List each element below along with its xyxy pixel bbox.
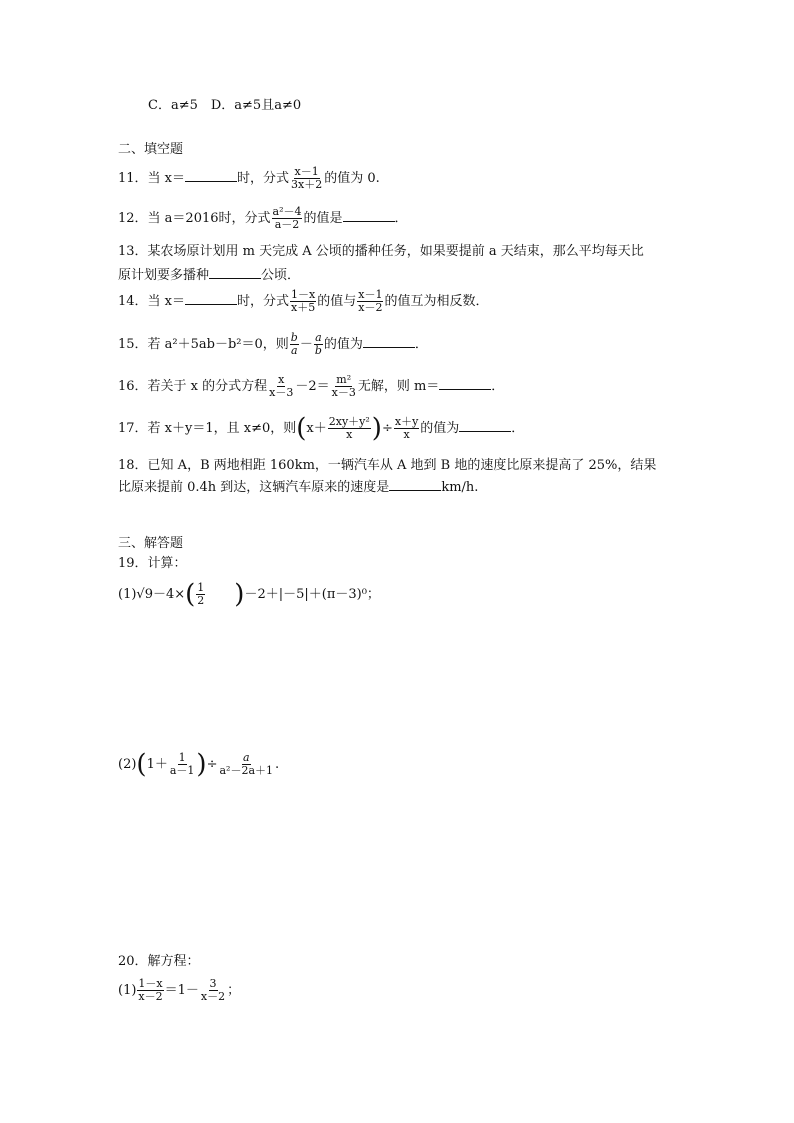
q19-p1-text: (1)√9－4× [118,587,186,602]
q12-blank [343,209,395,222]
question-13-line-1: 13．某农场原计划用 m 天完成 A 公顷的播种任务，如果要提前 a 天结束，那么平均每天比 [118,244,644,259]
q14-fraction-1 [290,289,316,314]
q17-text: 17．若 x＋y＝1，且 x≠0，则 [118,421,297,436]
q20-p1-numerator-1: 1－x [138,977,163,990]
q20-p1-text-2: ＝1－ [164,983,199,998]
q19-p2-left-paren: ( [136,749,147,780]
q11-text: 11．当 x＝ [118,171,186,186]
q16-text-3: 无解，则 m＝ [357,379,440,394]
question-20-title: 20．解方程： [118,954,200,969]
question-19-title: 19．计算： [118,556,187,571]
section-fill-in-title: 二、填空题 [118,142,184,157]
options-line: C．a≠5 D．a≠5且a≠0 [148,98,302,113]
q19-p2-denominator-1: a－1 [169,764,195,777]
q12-text: 12．当 a＝2016时，分式 [118,211,271,226]
q19-p2-numerator-2: a [242,751,250,764]
q11-denominator: 3x＋2 [291,178,323,191]
question-16 [118,372,504,402]
question-17 [118,414,524,444]
q19-p1-text-2: －2＋|－5|＋(π－3)⁰； [244,587,380,602]
q15-fraction-1 [290,332,299,357]
q15-text-3: ． [414,337,428,352]
q17-text-2: 的值为 [420,421,460,436]
q11-text-3: 的值为 0. [324,171,380,186]
q13-text-2: 公顷． [261,268,301,283]
q12-denominator: a－2 [274,218,300,231]
q17-fraction-1 [328,416,371,441]
q13-blank [209,266,261,279]
q16-denominator-2: x－3 [331,386,356,399]
q11-numerator: x－1 [294,165,319,178]
q19-p2-denominator-2: a²－2a＋1 [219,764,274,777]
q15-text-2: 的值为 [323,337,363,352]
q17-fraction-2 [394,416,419,441]
q14-denominator-1: x＋5 [291,301,316,314]
q16-numerator-1: x [278,373,285,386]
q11-fraction [290,166,323,191]
q17-divide: ÷ [381,421,393,436]
section-solve-title: 三、解答题 [118,536,184,551]
q11-blank [185,169,237,182]
q18-text: 比原来提前 0.4h 到达，这辆汽车原来的速度是 [118,480,390,495]
q17-left-paren: ( [296,413,307,444]
q16-blank [439,377,491,390]
question-14 [118,288,488,316]
q17-denominator-2: x [403,428,410,441]
q15-fraction-2 [314,332,323,357]
question-19-part-2 [118,750,279,780]
q16-fraction-2 [331,374,357,399]
q15-denominator-1: a [291,344,298,357]
q20-p1-end: ； [227,983,241,998]
q19-p2-end: . [275,757,280,772]
q19-p2-fraction-2 [218,752,274,777]
q16-text-2: －2＝ [295,379,330,394]
q19-p2-one-plus: 1＋ [146,757,168,772]
q17-denominator-1: x [346,428,353,441]
q20-p1-numerator-2: 3 [209,977,217,990]
q17-text-3: ． [511,421,525,436]
q15-minus: － [299,337,313,352]
q19-p2-right-paren: ) [196,749,207,780]
q17-right-paren: ) [371,413,382,444]
q19-p1-left-paren: ( [185,579,196,610]
q12-text-3: ． [394,211,408,226]
q15-text: 15．若 a²＋5ab－b²＝0，则 [118,337,289,352]
q12-text-2: 的值是 [303,211,343,226]
q17-x-plus: x＋ [306,421,327,436]
q15-numerator-2: a [315,331,322,344]
q20-p1-text: (1) [118,983,137,998]
q20-p1-denominator-1: x－2 [138,990,163,1003]
q14-text-4: 的值互为相反数． [384,294,489,309]
q15-denominator-2: b [314,344,322,357]
q19-p2-text: (2) [118,757,137,772]
question-13-line-2 [118,266,300,284]
q16-text: 16．若关于 x 的分式方程 [118,379,268,394]
question-11 [118,166,380,192]
q17-numerator-2: x＋y [394,415,419,428]
q16-denominator-1: x－3 [269,386,294,399]
q12-numerator: a²－4 [272,205,302,218]
q14-numerator-1: 1－x [291,288,316,301]
q19-p1-denominator: 2 [197,594,205,607]
q14-fraction-2 [357,289,383,314]
q14-text-3: 的值与 [317,294,357,309]
q14-blank [185,292,237,305]
q20-p1-denominator-2: x－2 [200,990,226,1003]
question-20-part-1 [118,976,240,1006]
question-18-line-2 [118,478,478,496]
q16-text-4: ． [491,379,505,394]
q20-p1-fraction-1 [137,978,163,1003]
q20-p1-fraction-2 [200,978,226,1003]
q16-numerator-2: m² [336,373,352,386]
question-19-part-1 [118,580,380,610]
q14-text: 14．当 x＝ [118,294,186,309]
q11-text-2: 时，分式 [237,171,290,186]
q18-text-2: km/h. [441,480,479,495]
q19-p1-fraction [196,582,205,607]
q12-fraction [272,206,303,231]
q13-text: 原计划要多播种 [118,268,210,283]
q14-denominator-2: x－2 [358,301,383,314]
q19-p2-fraction-1 [169,752,196,777]
q15-numerator-1: b [290,331,298,344]
q15-blank [363,335,415,348]
q17-blank [459,419,511,432]
q19-p1-right-paren: ) [234,579,245,610]
q19-p2-divide: ÷ [206,757,218,772]
q14-numerator-2: x－1 [358,288,383,301]
q16-fraction-1 [268,374,294,399]
q19-p2-numerator-1: 1 [178,751,186,764]
q18-blank [389,478,441,491]
q14-text-2: 时，分式 [237,294,290,309]
question-15 [118,331,428,359]
question-12 [118,206,408,232]
question-18-line-1: 18．已知 A，B 两地相距 160km，一辆汽车从 A 地到 B 地的速度比原来提高了 25%，结果 [118,458,657,473]
q19-p1-numerator: 1 [197,581,205,594]
q17-numerator-1: 2xy＋y² [328,415,370,428]
